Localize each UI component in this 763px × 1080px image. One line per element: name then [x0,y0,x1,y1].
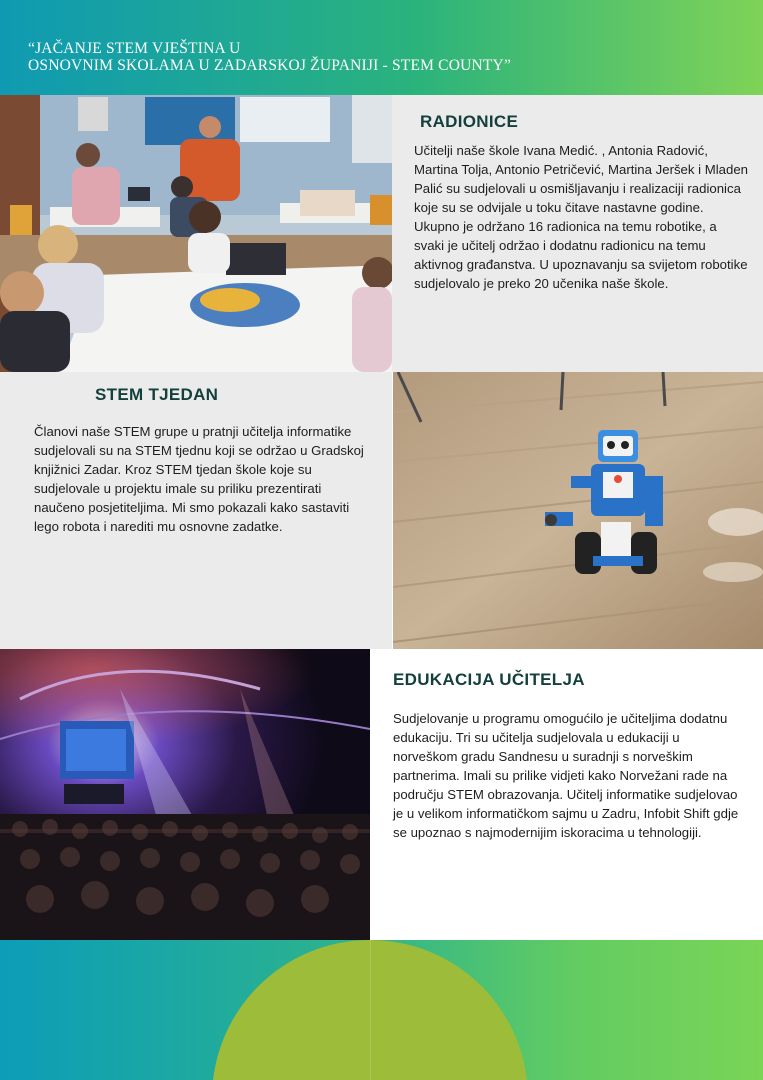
radionice-heading: RADIONICE [420,112,519,131]
page-title [28,40,648,74]
stem-tjedan-panel [0,372,392,649]
edukacija-text: Sudjelovanje u programu omogućilo je učiteljima dodatnu edukaciju. Tri su učitelja sudjelovala u edukaciji u norveškom gradu Sandnesu u suradnji s norveškim partnerima. Imali su prilike vidjeti kako Norvežani rade na području STEM obrazovanja. Učitelj informatike sudjelovao je u velikom informatičkom sajmu u Zadru, Infobit Shift gdje se upoznao s najmodernijim iskoracima u tehnologiji. [393,711,739,840]
page-header [0,0,763,95]
page-footer [0,940,763,1080]
radionice-panel [392,95,763,372]
page-title-line-1: “JAČANJE STEM VJEŠTINA U [28,40,241,57]
edukacija-heading: EDUKACIJA UČITELJA [393,670,585,689]
classroom-workshop-photo [0,95,392,372]
stem-tjedan-heading: STEM TJEDAN [95,385,219,404]
stem-tjedan-text: Članovi naše STEM grupe u pratnji učitelja informatike sudjelovali su na STEM tjednu koji se održao u Gradskoj knjižnici Zadar. Kroz STEM tjedan škole koje su sudjelovale u projektu imale su priliku prezentirati naučeno posjetiteljima. Mi smo pokazali kako sastaviti lego robota i narediti mu osnovne zadatke. [34,424,364,534]
footer-divider [370,940,371,1080]
page-title-line-2: OSNOVNIM SKOLAMA U ZADARSKOJ ŽUPANIJI - STEM COUNTY” [28,57,512,74]
edukacija-panel [370,649,763,940]
conference-hall-photo [0,649,370,940]
lego-robot-photo [393,372,763,649]
radionice-text: Učitelji naše škole Ivana Medić. , Antonia Radović, Martina Tolja, Antonio Petričević, Martina Jeršek i Mladen Palić su sudjelovali u osmišljavanju i realizaciji radionica koje su se odvijale u toku čitave nastavne godine. Ukupno je održano 16 radionica na temu robotike, a svaki je učitelj održao i dodatnu radionicu na temu aktivnog građanstva. U upoznavanju sa svijetom robotike sudjelovalo je preko 20 učenika naše škole. [414,143,748,291]
